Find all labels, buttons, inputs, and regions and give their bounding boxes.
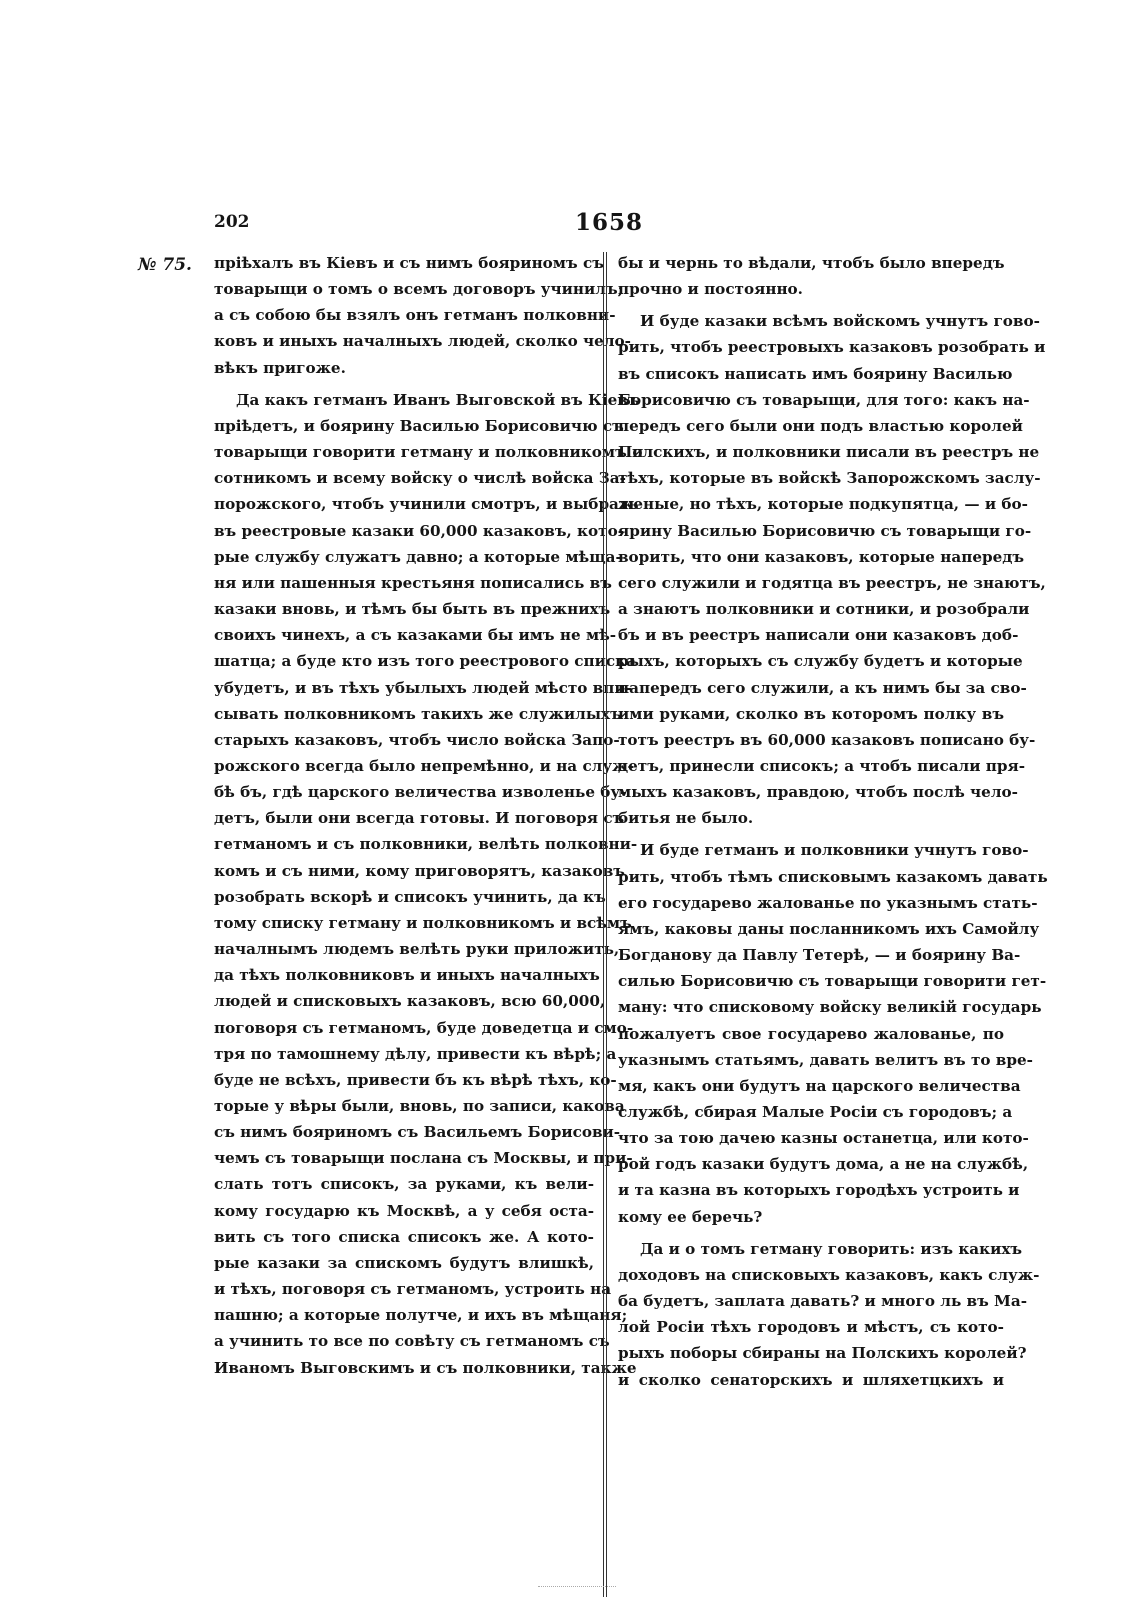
- text-line: детъ, были они всегда готовы. И поговоря съ: [214, 809, 625, 828]
- text-line: Иваномъ Выговскимъ и съ полковники, также: [214, 1358, 637, 1377]
- text-line: кому ее беречь?: [618, 1207, 763, 1226]
- page-year-heading: 1658: [575, 209, 644, 236]
- text-line: рые казаки за спискомъ будутъ влишкѣ,: [214, 1253, 594, 1272]
- text-line: ня или пашенныя крестьяня пописались въ: [214, 573, 612, 592]
- column-divider: [603, 252, 607, 1597]
- text-line: тря по тамошнему дѣлу, привести къ вѣрѣ; а: [214, 1044, 617, 1063]
- text-line: передъ сего были они подъ властью королей: [618, 416, 1023, 435]
- text-line: розобрать вскорѣ и списокъ учинить, да къ: [214, 887, 606, 906]
- text-line: сывать полковникомъ такихъ же служилыхъ: [214, 704, 622, 723]
- text-line: торые у вѣры были, вновь, по записи, какова: [214, 1097, 625, 1115]
- text-line: женые, но тѣхъ, которые подкупятца, — и бо-: [618, 495, 1028, 514]
- text-line: чемъ съ товарыщи послана съ Москвы, и при-: [214, 1149, 633, 1168]
- text-line: доходовъ на списковыхъ казаковъ, какъ служ-: [618, 1265, 1040, 1284]
- text-line: рыхъ поборы сбираны на Полскихъ королей?: [618, 1344, 1027, 1363]
- text-line: а знаютъ полковники и сотники, и розобрали: [618, 600, 1030, 619]
- text-line: прочно и постоянно.: [618, 280, 803, 299]
- page-number: 202: [214, 212, 250, 232]
- text-line: детъ, принесли списокъ; а чтобъ писали пря-: [618, 756, 1026, 775]
- text-line: пріѣхалъ въ Кіевъ и съ нимъ бояриномъ съ: [214, 254, 604, 272]
- text-line: службѣ, сбирая Малые Росіи съ городовъ; а: [618, 1103, 1013, 1121]
- text-line: вить съ того списка списокъ же. А кото-: [214, 1227, 594, 1246]
- text-line: поговоря съ гетманомъ, буде доведетца и смо-: [214, 1018, 634, 1037]
- text-line: ману: что списковому войску великій государь: [618, 998, 1042, 1017]
- document-number: № 75.: [138, 255, 192, 275]
- text-line: сотникомъ и всему войску о числѣ войска За-: [214, 469, 626, 488]
- text-line: старыхъ казаковъ, чтобъ число войска Запо-: [214, 730, 620, 749]
- text-line: Да какъ гетманъ Иванъ Выговской въ Кіевъ: [236, 390, 640, 409]
- text-line: товарыщи говорити гетману и полковникомъ и: [214, 443, 644, 462]
- text-line: своихъ чинехъ, а съ казаками бы имъ не мѣ-: [214, 626, 617, 645]
- text-line: казаки вновь, и тѣмъ бы быть въ прежнихъ: [214, 600, 611, 619]
- text-line: и сколко сенаторскихъ и шляхетцкихъ и: [618, 1370, 1004, 1389]
- text-line: и та казна въ которыхъ городѣхъ устроить и: [618, 1181, 1020, 1200]
- text-line: ямъ, каковы даны посланникомъ ихъ Самойлу: [618, 919, 1040, 938]
- text-line: битья не было.: [618, 809, 754, 828]
- text-line: началнымъ людемъ велѣть руки приложить,: [214, 940, 620, 959]
- text-line: буде не всѣхъ, привести бъ къ вѣрѣ тѣхъ, ко-: [214, 1070, 617, 1089]
- text-line: лой Росіи тѣхъ городовъ и мѣстъ, съ кото-: [618, 1318, 1004, 1337]
- text-line: вѣкъ пригоже.: [214, 358, 346, 377]
- text-line: комъ и съ ними, кому приговорятъ, казаковъ: [214, 861, 625, 880]
- text-line: товарыщи о томъ о всемъ договоръ учинилъ;: [214, 280, 624, 299]
- text-line: рожского всегда было непремѣнно, и на служ-: [214, 756, 634, 775]
- text-line: и тѣхъ, поговоря съ гетманомъ, устроить на: [214, 1280, 612, 1299]
- text-line: указнымъ статьямъ, давать велитъ въ то вре-: [618, 1050, 1033, 1069]
- left-text-column: [214, 250, 644, 1381]
- text-line: въ списокъ написать имъ боярину Василью: [618, 364, 1013, 383]
- text-line: тѣхъ, которые въ войскѣ Запорожскомъ заслу-: [618, 469, 1041, 488]
- text-line: тотъ реестръ въ 60,000 казаковъ пописано бу-: [618, 730, 1036, 749]
- text-line: Полскихъ, и полковники писали въ реестръ не: [618, 443, 1040, 462]
- text-line: рые службу служатъ давно; а которые мѣща-: [214, 547, 622, 566]
- text-line: рыхъ, которыхъ съ службу будетъ и которые: [618, 652, 1023, 671]
- footer-mark: [538, 1586, 616, 1587]
- text-line: а съ собою бы взялъ онъ гетманъ полковни-: [214, 306, 616, 325]
- text-line: а учинить то все по совѣту съ гетманомъ съ: [214, 1332, 610, 1351]
- text-line: да тѣхъ полковниковъ и иныхъ началныхъ: [214, 966, 600, 985]
- text-line: убудетъ, и въ тѣхъ убылыхъ людей мѣсто впи-: [214, 678, 632, 697]
- right-text-column: [618, 250, 1048, 1393]
- text-line: ворить, что они казаковъ, которые напередъ: [618, 547, 1025, 566]
- text-line: кому государю къ Москвѣ, а у себя оста-: [214, 1201, 594, 1220]
- text-line: Да и о томъ гетману говорить: изъ какихъ: [640, 1239, 1023, 1258]
- text-line: тому списку гетману и полковникомъ и всѣмъ: [214, 913, 632, 932]
- text-line: Борисовичю съ товарыщи, для того: какъ на-: [618, 390, 1030, 409]
- text-line: И буде казаки всѣмъ войскомъ учнутъ гово-: [640, 312, 1040, 331]
- text-line: пріѣдетъ, и боярину Василью Борисовичю съ: [214, 416, 624, 435]
- text-line: шатца; а буде кто изъ того реестрового списка: [214, 652, 636, 671]
- text-line: напередъ сего служили, а къ нимъ бы за сво-: [618, 678, 1027, 697]
- text-line: рить, чтобъ реестровыхъ казаковъ розобрать и: [618, 338, 1046, 357]
- text-line: ими руками, сколко въ которомъ полку въ: [618, 704, 1004, 723]
- text-line: мя, какъ они будутъ на царского величества: [618, 1076, 1021, 1095]
- text-line: рить, чтобъ тѣмъ списковымъ казакомъ давать: [618, 867, 1048, 886]
- text-line: его государево жалованье по указнымъ стать-: [618, 893, 1038, 912]
- text-line: съ нимъ бояриномъ съ Васильемъ Борисови-: [214, 1123, 621, 1142]
- text-line: И буде гетманъ и полковники учнутъ гово-: [640, 841, 1029, 860]
- text-line: ярину Василью Борисовичю съ товарыщи го-: [618, 521, 1032, 540]
- text-line: ба будетъ, заплата давать? и много ль въ Ма-: [618, 1292, 1027, 1311]
- text-line: Богданову да Павлу Тетерѣ, — и боярину Ва-: [618, 946, 1021, 965]
- text-line: бѣ бъ, гдѣ царского величества изволенье бу-: [214, 783, 627, 802]
- text-line: ковъ и иныхъ началныхъ людей, сколко чело-: [214, 332, 631, 351]
- text-line: силью Борисовичю съ товарыщи говорити гет-: [618, 972, 1047, 991]
- text-line: пожалуетъ свое государево жалованье, по: [618, 1024, 1004, 1043]
- text-line: порожского, чтобъ учинили смотръ, и выбрать: [214, 495, 639, 514]
- text-line: гетманомъ и съ полковники, велѣть полковни-: [214, 835, 638, 854]
- text-line: мыхъ казаковъ, правдою, чтобъ послѣ чело-: [618, 783, 1018, 802]
- text-line: что за тою дачею казны останетца, или кото-: [618, 1129, 1029, 1148]
- text-line: бы и чернь то вѣдали, чтобъ было впередъ: [618, 254, 1005, 272]
- text-line: рой годъ казаки будутъ дома, а не на службѣ,: [618, 1155, 1029, 1174]
- text-line: пашню; а которые полутче, и ихъ въ мѣщаня;: [214, 1306, 628, 1325]
- text-line: въ реестровые казаки 60,000 казаковъ, кото-: [214, 521, 625, 540]
- text-line: сего служили и годятца въ реестръ, не знаютъ,: [618, 573, 1046, 592]
- text-line: бъ и въ реестръ написали они казаковъ доб-: [618, 626, 1019, 645]
- text-line: слать тотъ списокъ, за руками, къ вели-: [214, 1175, 594, 1194]
- text-line: людей и списковыхъ казаковъ, всю 60,000,: [214, 992, 606, 1011]
